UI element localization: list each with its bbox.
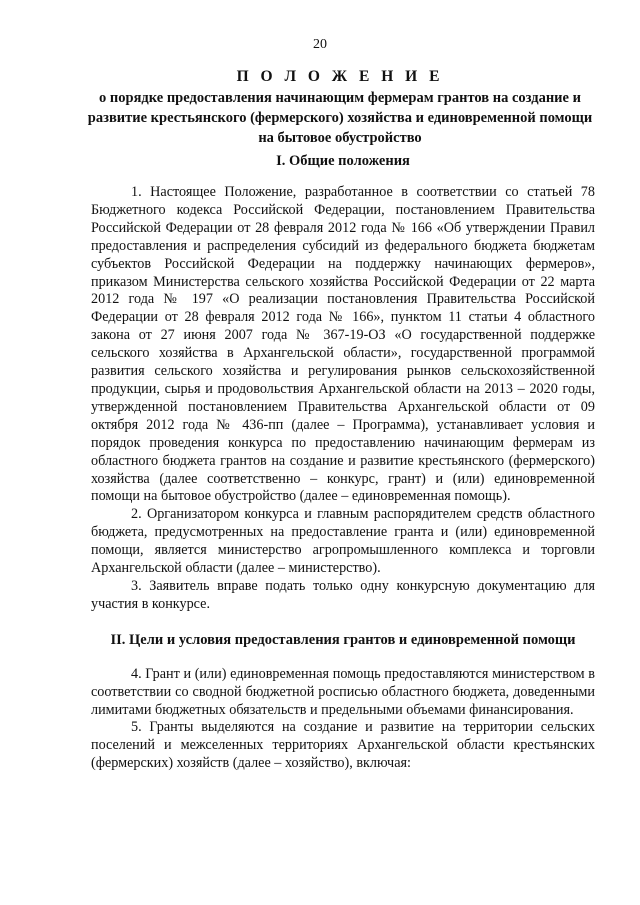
document-body xyxy=(91,152,595,773)
paragraph-1: 1. Настоящее Положение, разработанное в соответствии со статьей 78 Бюджетного кодекса Российской Федерации, постановлением Правительства Российской Федерации от 28 февраля 2012 года № 166 «Об утверждении Правил предоставления и распределения субсидий из федерального бюджета бюджетам субъектов Российской Федерации на поддержку начинающих фермеров», приказом Министерства сельского хозяйства Российской Федерации от 22 марта 2012 года № 197 «О реализации постановления Правительства Российской Федерации от 28 февраля 2012 года № 166», пунктом 11 статьи 4 областного закона от 27 июня 2007 года № 367-19-ОЗ «О государственной поддержке сельского хозяйства в Архангельской области», государственной программой развития сельского хозяйства и регулирования рынков сельскохозяйственной продукции, сырья и продовольствия Архангельской области на 2013 – 2020 годы, утвержденной постановлением Правительства Архангельской области от 09 октября 2012 года № 436-пп (далее – Программа), устанавливает условия и порядок проведения конкурса по предоставлению начинающим фермерам из областного бюджета грантов на создание и развитие крестьянского (фермерского) хозяйства (далее соответственно – конкурс, грант) и (или) единовременной помощи на бытовое обустройство (далее – единовременная помощь). xyxy=(91,184,595,505)
paragraph-3: 3. Заявитель вправе подать только одну конкурсную документацию для участия в конкурсе. xyxy=(91,577,595,612)
page-number: 20 xyxy=(313,37,327,52)
document-subtitle: о порядке предоставления начинающим фермерам грантов на создание и развитие крестьянского (фермерского) хозяйства и единовременной помощи на бытовое обустройство xyxy=(87,90,593,146)
section-heading-goals: II. Цели и условия предоставления грантов и единовременной помощи xyxy=(110,631,576,648)
paragraph-2: 2. Организатором конкурса и главным распорядителем средств областного бюджета, предусмотренных на предоставление гранта и (или) единовременной помощи, является министерство агропромышленного комплекса и торговли Архангельской области (далее – министерство). xyxy=(91,506,595,577)
title-block xyxy=(80,66,600,148)
section-heading-general: I. Общие положения xyxy=(276,153,410,169)
paragraph-5: 5. Гранты выделяются на создание и развитие на территории сельских поселений и межселенных территориях Архангельской области крестьянских (фермерских) хозяйств (далее – хозяйство), включая: xyxy=(91,719,595,772)
document-title: П О Л О Ж Е Н И Е xyxy=(236,68,444,85)
paragraph-4: 4. Грант и (или) единовременная помощь предоставляются министерством в соответствии со сводной бюджетной росписью областного бюджета, доведенными лимитами бюджетных обязательств и предельными объемами финансирования. xyxy=(91,665,595,718)
